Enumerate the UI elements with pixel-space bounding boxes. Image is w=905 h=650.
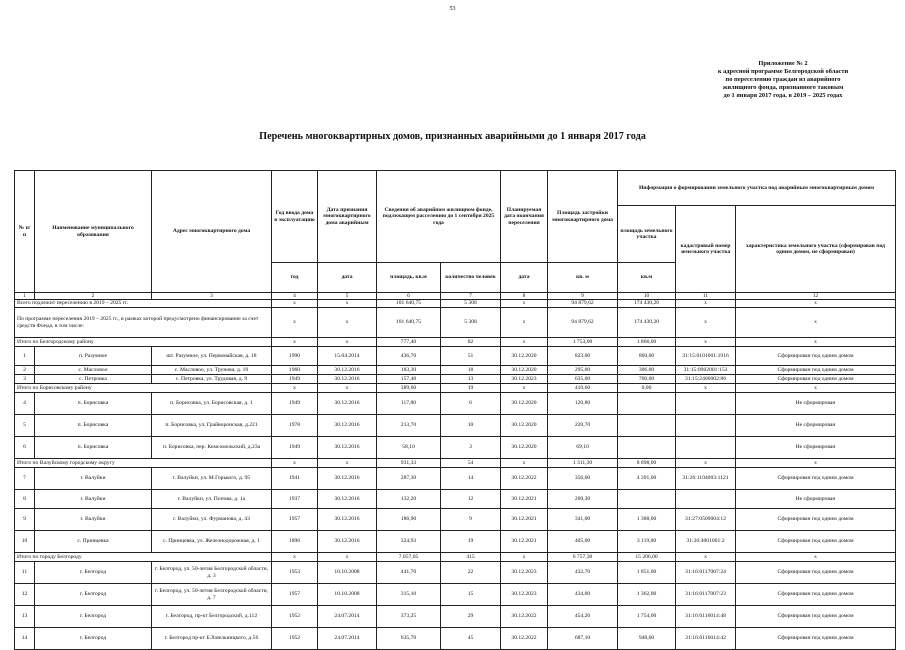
group-cell: х	[501, 553, 548, 562]
group-cell: х	[501, 384, 548, 393]
summary-cell: х	[736, 308, 896, 338]
group-cell: х	[676, 338, 736, 347]
planned-date-cell: 30.12.2022	[501, 468, 548, 490]
emergency-date-cell: 24.07.2014	[318, 628, 377, 650]
cadastral-cell: 31:16:0117007:24	[676, 562, 736, 584]
address-cell: шт. Разумное, ул. Первомайская, д. 18	[152, 347, 272, 366]
planned-date-cell: 30.12.2020	[501, 366, 548, 375]
built-area-cell: 209,30	[548, 490, 618, 509]
emergency-date-cell: 10.10.2008	[318, 562, 377, 584]
table-row	[15, 509, 896, 531]
municipality-cell: г. Белгород	[35, 584, 152, 606]
address-cell: г. Белгород, пр-кт Белгородский, д.112	[152, 606, 272, 628]
row-number: 4	[15, 393, 35, 415]
header-municipality: Наименование муниципального образования	[35, 171, 152, 293]
register-table	[14, 170, 896, 650]
people-cell: 6	[441, 393, 501, 415]
group-cell: 15 206,00	[618, 553, 676, 562]
built-area-cell: 295,00	[548, 366, 618, 375]
group-cell: х	[736, 384, 896, 393]
column-number: 9	[548, 293, 618, 300]
row-number: 11	[15, 562, 35, 584]
summary-label: По программе переселения 2019 – 2025 гг., в рамках которой предусмотрено финансирование за счет средств Фонда, в том числе:	[15, 308, 272, 338]
address-cell: г. Белгород, ул. 50-летия Белгородской области, д. 7	[152, 584, 272, 606]
group-label: Итого по Белгородскому району	[15, 338, 272, 347]
header-address: Адрес многоквартирного дома	[152, 171, 272, 293]
emergency-date-cell: 30.12.2016	[318, 509, 377, 531]
header-planned-date: Планируемая дата окончания переселения	[501, 171, 548, 263]
column-number: 12	[736, 293, 896, 300]
land-area-cell: 860,00	[618, 347, 676, 366]
year-cell: 1896	[272, 531, 318, 553]
group-cell: 1 866,00	[618, 338, 676, 347]
group-cell: 931,33	[377, 459, 441, 468]
group-cell: х	[272, 338, 318, 347]
summary-row-total	[15, 300, 896, 308]
summary-cell: х	[318, 300, 377, 308]
cadastral-cell: 31:15:0101001:1916	[676, 347, 736, 366]
year-cell: 1960	[272, 366, 318, 375]
table-row	[15, 366, 896, 375]
column-number: 8	[501, 293, 548, 300]
land-char-cell: Сформирован под одним домом	[736, 375, 896, 384]
emergency-date-cell: 30.12.2016	[318, 468, 377, 490]
group-cell: х	[272, 459, 318, 468]
built-area-cell: 434,00	[548, 584, 618, 606]
summary-cell: 174 430,20	[618, 300, 676, 308]
land-area-cell: 1 362,00	[618, 584, 676, 606]
emergency-date-cell: 30.12.2016	[318, 393, 377, 415]
unit-date: дата	[318, 263, 377, 293]
area-cell: 287,30	[377, 468, 441, 490]
group-cell: х	[318, 553, 377, 562]
address-cell: г. Валуйки, ул. Фурманова, д. 43	[152, 509, 272, 531]
built-area-cell: 635,00	[548, 375, 618, 384]
people-cell: 13	[441, 375, 501, 384]
land-area-cell	[618, 415, 676, 437]
year-cell: 1957	[272, 584, 318, 606]
cadastral-cell: 31:27:0509004:12	[676, 509, 736, 531]
planned-date-cell: 30.12.2023	[501, 375, 548, 384]
year-cell: 1949	[272, 437, 318, 459]
land-char-cell: Сформирован под одним домом	[736, 347, 896, 366]
row-number: 1	[15, 347, 35, 366]
document-title: Перечень многоквартирных домов, признанных аварийными до 1 января 2017 года	[259, 131, 646, 142]
people-cell: 15	[441, 584, 501, 606]
year-cell: 1941	[272, 468, 318, 490]
group-cell: х	[736, 459, 896, 468]
area-cell: 441,70	[377, 562, 441, 584]
group-cell: 19	[441, 384, 501, 393]
header-land-area: площадь земельного участка	[618, 206, 676, 263]
area-cell: 373,25	[377, 606, 441, 628]
emergency-date-cell: 30.12.2016	[318, 375, 377, 384]
column-number: 3	[152, 293, 272, 300]
land-char-cell: Не сформирован	[736, 415, 896, 437]
people-cell: 3	[441, 437, 501, 459]
emergency-date-cell: 30.12.2016	[318, 437, 377, 459]
group-cell: 8 898,00	[618, 459, 676, 468]
land-area-cell	[618, 393, 676, 415]
table-row	[15, 562, 896, 584]
municipality-cell: г. Белгород	[35, 628, 152, 650]
summary-cell: х	[272, 300, 318, 308]
cadastral-cell	[676, 490, 736, 509]
municipality-cell: г. Валуйки	[35, 509, 152, 531]
planned-date-cell: 30.12.2020	[501, 347, 548, 366]
column-number: 10	[618, 293, 676, 300]
summary-cell: 101 640,75	[377, 308, 441, 338]
planned-date-cell: 30.12.2021	[501, 490, 548, 509]
unit-date2: дата	[501, 263, 548, 293]
municipality-cell: г. Валуйки	[35, 468, 152, 490]
table-row	[15, 415, 896, 437]
municipality-cell: с. Масловоо	[35, 366, 152, 375]
group-cell: х	[676, 553, 736, 562]
group-cell: 389,60	[377, 384, 441, 393]
group-total-row	[15, 384, 896, 393]
row-number: 8	[15, 490, 35, 509]
land-area-cell: 1 754,00	[618, 606, 676, 628]
emergency-date-cell: 30.12.2016	[318, 366, 377, 375]
cadastral-cell	[676, 437, 736, 459]
group-cell: х	[736, 553, 896, 562]
page-number: 53	[449, 6, 456, 12]
header-resettlement-info: Сведения об аварийном жилищном фонде, подлежащем расселению до 1 сентября 2025 года	[377, 171, 501, 263]
group-cell: х	[318, 459, 377, 468]
address-cell: с. Принцевка, ул. Железнодорожная, д. 1	[152, 531, 272, 553]
land-area-cell: 948,00	[618, 628, 676, 650]
year-cell: 1978	[272, 415, 318, 437]
year-cell: 1953	[272, 562, 318, 584]
planned-date-cell: 30.12.2022	[501, 628, 548, 650]
column-number: 11	[676, 293, 736, 300]
summary-cell: 5 308	[441, 308, 501, 338]
group-cell: х	[318, 384, 377, 393]
municipality-cell: г. Валуйки	[35, 490, 152, 509]
summary-cell: 5 308	[441, 300, 501, 308]
land-area-cell: 1 851,00	[618, 562, 676, 584]
year-cell: 1949	[272, 393, 318, 415]
group-cell: х	[501, 338, 548, 347]
group-total-row	[15, 338, 896, 347]
land-area-cell: 3 119,00	[618, 531, 676, 553]
area-cell: 213,70	[377, 415, 441, 437]
table-row	[15, 584, 896, 606]
header-year-in-use: Год ввода дома в эксплуатацию	[272, 171, 318, 263]
year-cell: 1952	[272, 628, 318, 650]
people-cell: 51	[441, 347, 501, 366]
table-row	[15, 531, 896, 553]
emergency-date-cell: 30.12.2016	[318, 415, 377, 437]
area-cell: 186,90	[377, 509, 441, 531]
appendix-line: жилищного фонда, признанного таковым	[722, 84, 844, 91]
table-row	[15, 437, 896, 459]
table-row	[15, 393, 896, 415]
unit-sqm2: кв.м	[618, 263, 676, 293]
municipality-cell: п. Борисовка	[35, 393, 152, 415]
group-cell: 0,00	[618, 384, 676, 393]
group-cell: 777,40	[377, 338, 441, 347]
summary-cell: х	[318, 308, 377, 338]
emergency-date-cell: 15.04.2014	[318, 347, 377, 366]
column-number: 4	[272, 293, 318, 300]
row-number: 12	[15, 584, 35, 606]
appendix-line: по переселению граждан из аварийного	[725, 76, 841, 83]
group-cell: 7 057,05	[377, 553, 441, 562]
address-cell: п. Борисовка, ул. Борисовская, д. 1	[152, 393, 272, 415]
built-area-cell: 120,80	[548, 393, 618, 415]
year-cell: 1957	[272, 509, 318, 531]
summary-cell: х	[736, 300, 896, 308]
year-cell: 1949	[272, 375, 318, 384]
column-number: 6	[377, 293, 441, 300]
row-number: 7	[15, 468, 35, 490]
cadastral-cell: 31:26:4001001:2	[676, 531, 736, 553]
header-num: № п/п	[15, 171, 35, 293]
summary-label: Всего подлежит переселению в 2019 – 2025 гг.	[15, 300, 272, 308]
row-number: 3	[15, 375, 35, 384]
people-cell: 29	[441, 606, 501, 628]
row-number: 5	[15, 415, 35, 437]
planned-date-cell: 30.12.2023	[501, 584, 548, 606]
area-cell: 157,40	[377, 375, 441, 384]
cadastral-cell: 31:16:0117007:23	[676, 584, 736, 606]
built-area-cell: 405,00	[548, 531, 618, 553]
land-char-cell: Сформирован под одним домом	[736, 628, 896, 650]
planned-date-cell: 30.12.2020	[501, 437, 548, 459]
people-cell: 19	[441, 531, 501, 553]
built-area-cell: 356,00	[548, 468, 618, 490]
emergency-date-cell: 30.12.2016	[318, 531, 377, 553]
area-cell: 635,70	[377, 628, 441, 650]
area-cell: 436,70	[377, 347, 441, 366]
address-cell: г. Валуйки, ул. М.Горького, д. 95	[152, 468, 272, 490]
municipality-cell: г. Белгород	[35, 562, 152, 584]
cadastral-cell: 31:15:2406002:86	[676, 375, 736, 384]
address-cell: г. Валуйки, ул. Попова, д. 1а	[152, 490, 272, 509]
address-cell: г. Белгород, ул. 50-летия Белгородской области, д. 3	[152, 562, 272, 584]
planned-date-cell: 30.12.2020	[501, 415, 548, 437]
land-char-cell: Сформирован под одним домом	[736, 606, 896, 628]
row-number: 2	[15, 366, 35, 375]
group-label: Итого по Валуйскому городскому округу	[15, 459, 272, 468]
group-cell: х	[318, 338, 377, 347]
address-cell: с. Масловоо, ул. Трунова, д. 10	[152, 366, 272, 375]
table-row	[15, 468, 896, 490]
summary-cell: х	[676, 300, 736, 308]
area-cell: 132,20	[377, 490, 441, 509]
municipality-cell: п. Борисовка	[35, 437, 152, 459]
built-area-cell: 823,00	[548, 347, 618, 366]
summary-cell: х	[501, 300, 548, 308]
people-cell: 12	[441, 490, 501, 509]
summary-cell: х	[272, 308, 318, 338]
land-char-cell: Сформирован под одним домом	[736, 562, 896, 584]
land-area-cell: 4 391,00	[618, 468, 676, 490]
address-cell: п. Борисовка, ул. Грайворонская, д.221	[152, 415, 272, 437]
appendix-note	[683, 60, 883, 100]
built-area-cell: 432,70	[548, 562, 618, 584]
people-cell: 14	[441, 468, 501, 490]
table-row	[15, 490, 896, 509]
cadastral-cell: 31:26:1104003:1121	[676, 468, 736, 490]
built-area-cell: 220,70	[548, 415, 618, 437]
cadastral-cell	[676, 393, 736, 415]
land-char-cell: Не сформирован	[736, 490, 896, 509]
group-cell: 6 757,30	[548, 553, 618, 562]
table-row	[15, 375, 896, 384]
group-cell: 415	[441, 553, 501, 562]
summary-cell: х	[501, 308, 548, 338]
unit-area: площадь, кв.м	[377, 263, 441, 293]
appendix-line: до 1 января 2017 года, в 2019 – 2025 годах	[723, 92, 843, 99]
appendix-line: к адресной программе Белгородской области	[717, 68, 849, 75]
land-char-cell: Не сформирован	[736, 437, 896, 459]
area-cell: 183,30	[377, 366, 441, 375]
table-row	[15, 347, 896, 366]
group-cell: х	[676, 384, 736, 393]
cadastral-cell: 31:15:0902001:153	[676, 366, 736, 375]
built-area-cell: 69,10	[548, 437, 618, 459]
group-total-row	[15, 553, 896, 562]
municipality-cell: с. Принцевка	[35, 531, 152, 553]
unit-sqm: кв. м	[548, 263, 618, 293]
people-cell: 9	[441, 509, 501, 531]
land-char-cell: Не сформирован	[736, 393, 896, 415]
summary-cell: 101 640,75	[377, 300, 441, 308]
land-area-cell: 700,00	[618, 375, 676, 384]
group-cell: 82	[441, 338, 501, 347]
summary-cell: 174 430,20	[618, 308, 676, 338]
people-cell: 10	[441, 415, 501, 437]
column-number: 1	[15, 293, 35, 300]
land-area-cell	[618, 490, 676, 509]
group-cell: х	[676, 459, 736, 468]
land-char-cell: Сформирован под одним домом	[736, 468, 896, 490]
land-area-cell: 1 388,00	[618, 509, 676, 531]
land-area-cell: 306,00	[618, 366, 676, 375]
row-number: 9	[15, 509, 35, 531]
people-cell: 22	[441, 562, 501, 584]
summary-row-fund	[15, 308, 896, 338]
land-area-cell	[618, 437, 676, 459]
emergency-date-cell: 24.07.2014	[318, 606, 377, 628]
header-land-info: Информация о формировании земельного участка под аварийным многоквартирным домом	[618, 171, 896, 206]
summary-cell: х	[676, 308, 736, 338]
cadastral-cell: 31:16:0116014:48	[676, 606, 736, 628]
emergency-date-cell: 30.12.2016	[318, 490, 377, 509]
municipality-cell: п. Разумное	[35, 347, 152, 366]
group-total-row	[15, 459, 896, 468]
group-cell: 1 753,00	[548, 338, 618, 347]
header-date-emergency: Дата признания многоквартирного дома аварийным	[318, 171, 377, 263]
planned-date-cell: 30.12.2023	[501, 562, 548, 584]
land-char-cell: Сформирован под одним домом	[736, 531, 896, 553]
unit-people: количество человек	[441, 263, 501, 293]
area-cell: 117,80	[377, 393, 441, 415]
summary-cell: 94 879,62	[548, 308, 618, 338]
year-cell: 1937	[272, 490, 318, 509]
unit-year: год	[272, 263, 318, 293]
group-cell: х	[736, 338, 896, 347]
built-area-cell: 341,00	[548, 509, 618, 531]
header-built-area: Площадь застройки многоквартирного дома	[548, 171, 618, 263]
year-cell: 1952	[272, 606, 318, 628]
group-cell: х	[272, 553, 318, 562]
group-cell: 410,60	[548, 384, 618, 393]
column-number: 7	[441, 293, 501, 300]
built-area-cell: 454,20	[548, 606, 618, 628]
header-land-char: характеристика земельного участка (сформирован под одним домом, не сформирован)	[736, 206, 896, 293]
row-number: 10	[15, 531, 35, 553]
area-cell: 324,93	[377, 531, 441, 553]
column-number: 5	[318, 293, 377, 300]
group-cell: 54	[441, 459, 501, 468]
year-cell: 1990	[272, 347, 318, 366]
planned-date-cell: 30.12.2022	[501, 606, 548, 628]
municipality-cell: г. Белгород	[35, 606, 152, 628]
planned-date-cell: 30.12.2021	[501, 531, 548, 553]
cadastral-cell: 31:16:0116014:42	[676, 628, 736, 650]
group-cell: 1 311,30	[548, 459, 618, 468]
people-cell: 18	[441, 366, 501, 375]
address-cell: г. Белгород пр-кт Б.Хмельницкого, д.56	[152, 628, 272, 650]
header-cadastral: кадастровый номер земельного участка	[676, 206, 736, 293]
address-cell: с. Петровка, ул. Трудовая, д. 9	[152, 375, 272, 384]
group-label: Итого по Борисовскому району	[15, 384, 272, 393]
row-number: 14	[15, 628, 35, 650]
table-row	[15, 628, 896, 650]
group-label: Итого по городу Белгороду	[15, 553, 272, 562]
group-cell: х	[501, 459, 548, 468]
summary-cell: 94 879,62	[548, 300, 618, 308]
people-cell: 45	[441, 628, 501, 650]
area-cell: 58,10	[377, 437, 441, 459]
planned-date-cell: 30.12.2020	[501, 393, 548, 415]
land-char-cell: Сформирован под одним домом	[736, 366, 896, 375]
table-row	[15, 606, 896, 628]
row-number: 6	[15, 437, 35, 459]
planned-date-cell: 30.12.2021	[501, 509, 548, 531]
row-number: 13	[15, 606, 35, 628]
appendix-line: Приложение № 2	[758, 60, 808, 67]
land-char-cell: Сформирован под одним домом	[736, 584, 896, 606]
area-cell: 315,10	[377, 584, 441, 606]
address-cell: п. Борисовка, пер. Комсомольский, д.23а	[152, 437, 272, 459]
group-cell: х	[272, 384, 318, 393]
municipality-cell: п. Борисовка	[35, 415, 152, 437]
cadastral-cell	[676, 415, 736, 437]
land-char-cell: Сформирован под одним домом	[736, 509, 896, 531]
built-area-cell: 687,10	[548, 628, 618, 650]
municipality-cell: с. Петровка	[35, 375, 152, 384]
column-number: 2	[35, 293, 152, 300]
emergency-date-cell: 10.10.2008	[318, 584, 377, 606]
